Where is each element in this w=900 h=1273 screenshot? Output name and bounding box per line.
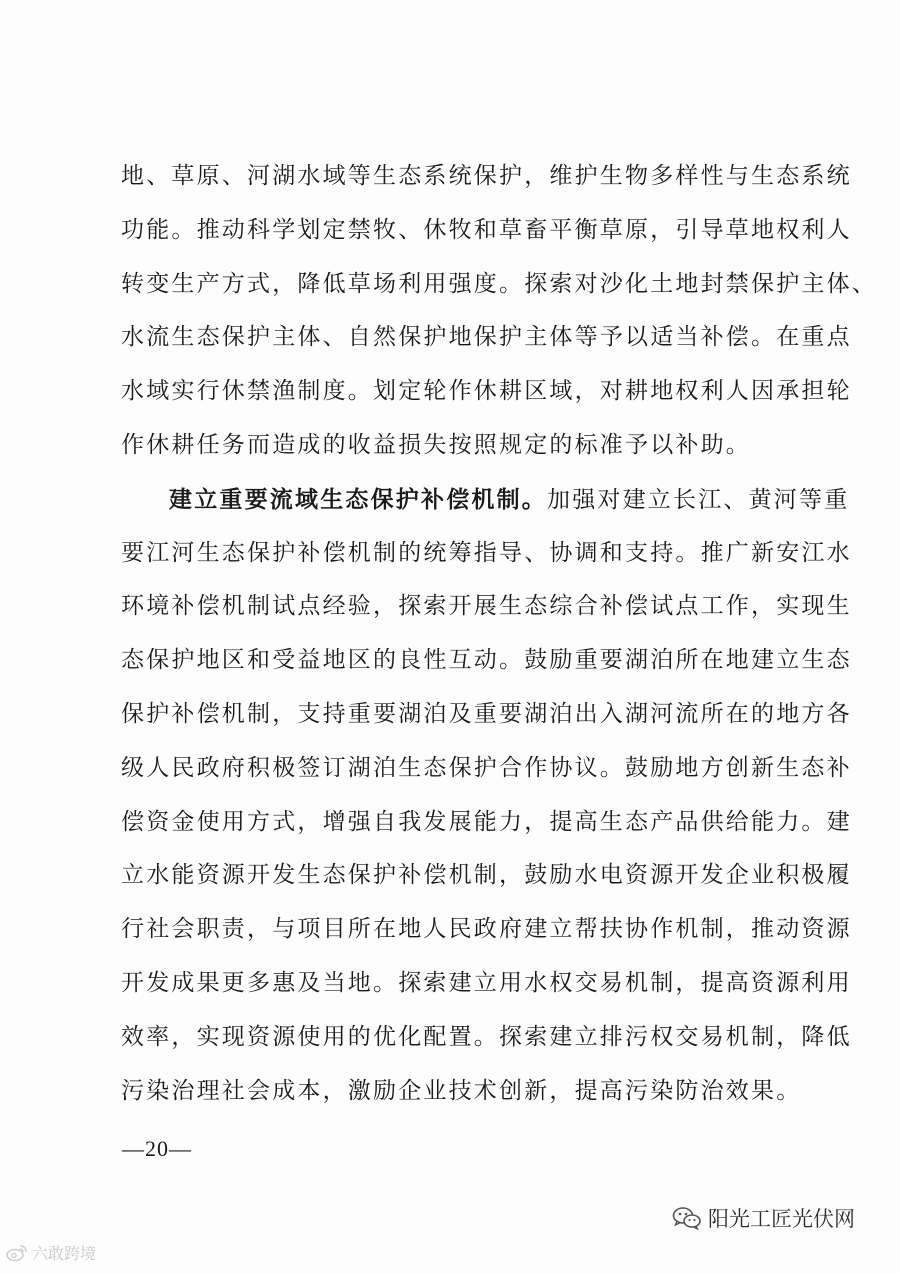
body-text (121, 150, 877, 1118)
page-number: —20— (122, 1136, 192, 1161)
watermark-left-text: 六敢跨境 (32, 1244, 97, 1263)
paragraph-1-line-5: 水域实行休禁渔制度。划定轮作休耕区域，对耕地权利人因承担轮 (121, 378, 852, 405)
paragraph-2-line-6: 级人民政府积极签订湖泊生态保护合作协议。鼓励地方创新生态补 (121, 754, 852, 781)
paragraph-2-line-4: 态保护地区和受益地区的良性互动。鼓励重要湖泊所在地建立生态 (121, 647, 852, 674)
paragraph-2-line-3: 环境补偿机制试点经验，探索开展生态综合补偿试点工作，实现生 (121, 593, 852, 620)
watermark-left (6, 1241, 96, 1264)
paragraph-2-line-8: 立水能资源开发生态保护补偿机制，鼓励水电资源开发企业积极履 (121, 862, 852, 889)
paragraph-2-heading: 建立重要流域生态保护补偿机制。 (169, 485, 547, 513)
paragraph-2-line-1 (121, 473, 850, 527)
weibo-icon (6, 1244, 28, 1262)
watermark-right-text: 阳光工匠光伏网 (708, 1207, 855, 1231)
paragraph-2-line-9: 行社会职责，与项目所在地人民政府建立帮扶协作机制，推动资源 (121, 916, 852, 943)
paragraph-2-line-5: 保护补偿机制，支持重要湖泊及重要湖泊出入湖河流所在的地方各 (121, 700, 852, 727)
paragraph-2-line-12: 污染治理社会成本，激励企业技术创新，提高污染防治效果。 (121, 1077, 802, 1104)
watermark-right (672, 1203, 855, 1233)
paragraph-1-line-4: 水流生态保护主体、自然保护地保护主体等予以适当补偿。在重点 (121, 324, 852, 351)
paragraph-2-line-2: 要江河生态保护补偿机制的统筹指导、协调和支持。推广新安江水 (121, 539, 852, 566)
paragraph-2-line-11: 效率，实现资源使用的优化配置。探索建立排污权交易机制，降低 (121, 1023, 852, 1050)
paragraph-1-line-1: 地、草原、河湖水域等生态系统保护，维护生物多样性与生态系统 (121, 163, 852, 189)
paragraph-2-first-line-text: 加强对建立长江、黄河等重 (547, 486, 850, 513)
paragraph-1-line-6: 作休耕任务而造成的收益损失按照规定的标准予以补助。 (121, 431, 751, 458)
paragraph-1-line-2: 功能。推动科学划定禁牧、休牧和草畜平衡草原，引导草地权利人 (121, 216, 852, 243)
paragraph-1-line-3: 转变生产方式，降低草场利用强度。探索对沙化土地封禁保护主体、 (121, 270, 877, 297)
paragraph-2-line-7: 偿资金使用方式，增强自我发展能力，提高生态产品供给能力。建 (121, 808, 852, 835)
wechat-icon (672, 1206, 702, 1230)
paragraph-2-line-10: 开发成果更多惠及当地。探索建立用水权交易机制，提高资源利用 (121, 969, 852, 996)
